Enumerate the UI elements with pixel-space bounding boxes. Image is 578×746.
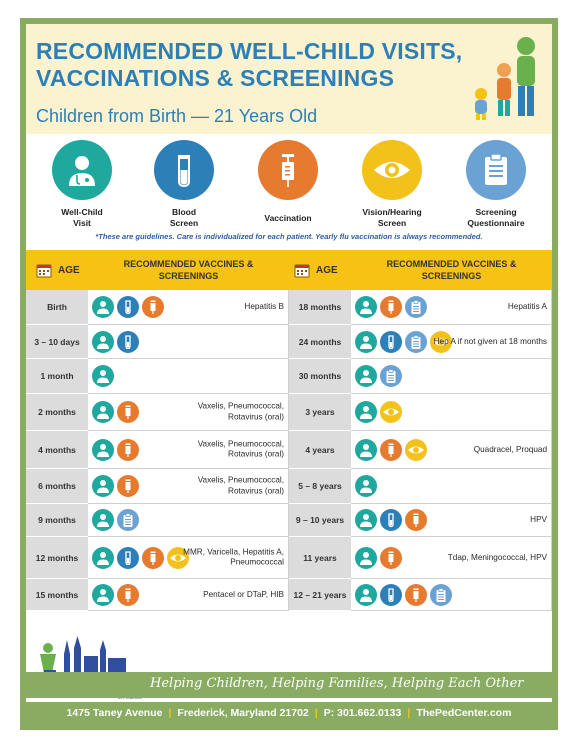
row-cell bbox=[88, 469, 289, 504]
row-age: 12 months bbox=[26, 537, 88, 579]
legend-item-questionnaire bbox=[446, 140, 546, 230]
table-row bbox=[26, 469, 289, 504]
row-vaccines: Hepatitis A bbox=[507, 301, 547, 311]
row-cell bbox=[88, 394, 289, 431]
doctor-icon bbox=[92, 509, 114, 531]
syringe-icon bbox=[117, 584, 139, 606]
row-cell bbox=[351, 537, 552, 579]
row-icons bbox=[351, 296, 430, 318]
row-age: 9 months bbox=[26, 504, 88, 537]
test-tube-icon bbox=[117, 331, 139, 353]
clipboard-icon bbox=[405, 331, 427, 353]
row-cell bbox=[351, 469, 552, 504]
table-row bbox=[26, 359, 289, 394]
row-cell bbox=[88, 579, 289, 611]
legend-label-line2: Screen bbox=[377, 218, 407, 228]
row-age: 2 months bbox=[26, 394, 88, 431]
row-icons bbox=[88, 401, 142, 423]
row-age: 1 month bbox=[26, 359, 88, 394]
table-row bbox=[289, 579, 552, 611]
title-line-2: VACCINATIONS & SCREENINGS bbox=[36, 65, 395, 91]
row-cell bbox=[351, 579, 552, 611]
syringe-icon bbox=[142, 547, 164, 569]
row-age: 9 – 10 years bbox=[289, 504, 351, 537]
vaccine-header-line2: SCREENINGS bbox=[421, 271, 482, 281]
eye-icon bbox=[362, 140, 422, 200]
legend-label-line1: Well-Child bbox=[61, 207, 103, 217]
row-vaccines: Vaxelis, Pneumococcal, Rotavirus (oral) bbox=[197, 401, 284, 421]
phone: P: 301.662.0133 bbox=[323, 707, 402, 719]
row-cell bbox=[88, 537, 289, 579]
row-icons bbox=[88, 509, 142, 531]
row-icons bbox=[88, 365, 117, 387]
row-icons bbox=[351, 584, 455, 606]
doctor-icon bbox=[92, 296, 114, 318]
row-vaccines: Tdap, Meningococcal, HPV bbox=[447, 552, 547, 562]
table-row bbox=[289, 537, 552, 579]
row-icons bbox=[88, 331, 142, 353]
syringe-icon bbox=[117, 475, 139, 497]
test-tube-icon bbox=[380, 331, 402, 353]
age-header-left bbox=[36, 250, 80, 290]
row-icons bbox=[351, 365, 405, 387]
table-header bbox=[26, 250, 552, 290]
table-row bbox=[26, 325, 289, 359]
table-row bbox=[26, 290, 289, 325]
website-link[interactable]: ThePedCenter.com bbox=[416, 707, 512, 719]
row-age: 11 years bbox=[289, 537, 351, 579]
table-row bbox=[289, 431, 552, 469]
test-tube-icon bbox=[380, 509, 402, 531]
doctor-icon bbox=[355, 296, 377, 318]
row-cell bbox=[351, 325, 552, 359]
doctor-icon bbox=[92, 401, 114, 423]
row-age: 15 months bbox=[26, 579, 88, 611]
row-cell bbox=[351, 359, 552, 394]
row-cell bbox=[351, 290, 552, 325]
syringe-icon bbox=[405, 584, 427, 606]
row-icons bbox=[351, 475, 380, 497]
legend-item-blood-screen bbox=[134, 140, 234, 230]
test-tube-icon bbox=[117, 547, 139, 569]
tagline: Helping Children, Helping Families, Helping Each Other bbox=[150, 676, 524, 691]
row-icons bbox=[351, 439, 430, 461]
row-age: 30 months bbox=[289, 359, 351, 394]
row-icons bbox=[351, 401, 405, 423]
row-age: 4 months bbox=[26, 431, 88, 469]
syringe-icon bbox=[380, 439, 402, 461]
row-cell bbox=[88, 359, 289, 394]
clipboard-icon bbox=[466, 140, 526, 200]
doctor-icon bbox=[355, 547, 377, 569]
row-cell bbox=[88, 290, 289, 325]
table-row bbox=[289, 359, 552, 394]
clipboard-icon bbox=[405, 296, 427, 318]
syringe-icon bbox=[258, 140, 318, 200]
age-header-label: AGE bbox=[316, 264, 338, 276]
row-icons bbox=[88, 439, 142, 461]
row-vaccines: Hep A if not given at 18 months bbox=[433, 336, 547, 346]
doctor-icon bbox=[92, 547, 114, 569]
legend-item-well-child bbox=[32, 140, 132, 230]
clipboard-icon bbox=[380, 365, 402, 387]
page-frame bbox=[20, 18, 558, 730]
doctor-icon bbox=[355, 439, 377, 461]
table-row bbox=[289, 504, 552, 537]
doctor-icon bbox=[355, 331, 377, 353]
row-vaccines: Hepatitis B bbox=[244, 301, 284, 311]
page-inner bbox=[26, 24, 552, 724]
title-line-1: RECOMMENDED WELL-CHILD VISITS, bbox=[36, 38, 463, 64]
doctor-icon bbox=[355, 509, 377, 531]
legend-item-vision-hearing bbox=[342, 140, 442, 230]
row-age: 18 months bbox=[289, 290, 351, 325]
legend-label-line1: Screening bbox=[475, 207, 517, 217]
vaccine-header-left bbox=[88, 250, 289, 290]
guidelines-note: *These are guidelines. Care is individualized for each patient. Yearly flu vaccination is always recommended. bbox=[95, 232, 483, 241]
doctor-icon bbox=[52, 140, 112, 200]
legend-label-line2: Screen bbox=[169, 218, 199, 228]
row-icons bbox=[88, 296, 167, 318]
row-icons bbox=[351, 547, 405, 569]
test-tube-icon bbox=[117, 296, 139, 318]
eye-icon bbox=[405, 439, 427, 461]
row-vaccines: Pentacel or DTaP, HIB bbox=[203, 589, 284, 599]
syringe-icon bbox=[380, 296, 402, 318]
legend-label-line1: Blood bbox=[171, 207, 197, 217]
row-cell bbox=[351, 431, 552, 469]
doctor-icon bbox=[92, 475, 114, 497]
doctor-icon bbox=[92, 584, 114, 606]
row-age: 3 – 10 days bbox=[26, 325, 88, 359]
row-vaccines: Quadracel, Proquad bbox=[473, 444, 547, 454]
row-age: 6 months bbox=[26, 469, 88, 504]
contact-bar: 1475 Taney Avenue | Frederick, Maryland 21702 | P: 301.662.0133 | ThePedCenter.com bbox=[26, 702, 552, 724]
vaccine-header-right bbox=[351, 250, 552, 290]
vaccine-header-line1: RECOMMENDED VACCINES & bbox=[123, 259, 254, 269]
row-age: 3 years bbox=[289, 394, 351, 431]
row-icons bbox=[351, 509, 430, 531]
syringe-icon bbox=[380, 547, 402, 569]
test-tube-icon bbox=[380, 584, 402, 606]
table-row bbox=[26, 537, 289, 579]
vaccine-header-line1: RECOMMENDED VACCINES & bbox=[386, 259, 517, 269]
calendar-icon bbox=[294, 263, 310, 278]
syringe-icon bbox=[117, 401, 139, 423]
table-column-left bbox=[26, 290, 289, 611]
legend-label-line2: Visit bbox=[73, 218, 91, 228]
doctor-icon bbox=[92, 331, 114, 353]
address: 1475 Taney Avenue bbox=[66, 707, 163, 719]
row-cell bbox=[88, 504, 289, 537]
table-row bbox=[289, 325, 552, 359]
row-vaccines: Vaxelis, Pneumococcal, Rotavirus (oral) bbox=[197, 475, 284, 495]
header bbox=[26, 24, 552, 134]
legend bbox=[26, 134, 552, 248]
table-row bbox=[26, 431, 289, 469]
row-cell bbox=[351, 504, 552, 537]
children-illustration bbox=[454, 32, 546, 128]
row-vaccines: Vaxelis, Pneumococcal, Rotavirus (oral) bbox=[197, 439, 284, 459]
doctor-icon bbox=[355, 584, 377, 606]
doctor-icon bbox=[355, 365, 377, 387]
legend-label-line1: Vaccination bbox=[264, 212, 312, 223]
eye-icon bbox=[380, 401, 402, 423]
calendar-icon bbox=[36, 263, 52, 278]
clipboard-icon bbox=[430, 584, 452, 606]
doctor-icon bbox=[92, 365, 114, 387]
table-row bbox=[26, 504, 289, 537]
row-icons bbox=[88, 584, 142, 606]
table-row bbox=[289, 290, 552, 325]
age-header-right bbox=[294, 250, 338, 290]
doctor-icon bbox=[355, 401, 377, 423]
row-age: 5 – 8 years bbox=[289, 469, 351, 504]
syringe-icon bbox=[117, 439, 139, 461]
table-row bbox=[289, 394, 552, 431]
page-subtitle: Children from Birth — 21 Years Old bbox=[36, 106, 318, 126]
row-vaccines: MMR, Varicella, Hepatitis A, Pneumococcal bbox=[183, 547, 284, 567]
legend-item-vaccination bbox=[238, 140, 338, 230]
row-age: 24 months bbox=[289, 325, 351, 359]
vaccine-header-line2: SCREENINGS bbox=[158, 271, 219, 281]
clipboard-icon bbox=[117, 509, 139, 531]
table-row bbox=[289, 469, 552, 504]
row-age: 12 – 21 years bbox=[289, 579, 351, 611]
table-column-right bbox=[289, 290, 552, 611]
age-header-label: AGE bbox=[58, 264, 80, 276]
row-age: Birth bbox=[26, 290, 88, 325]
row-cell bbox=[88, 325, 289, 359]
row-vaccines: HPV bbox=[530, 514, 547, 524]
page-title bbox=[36, 38, 466, 92]
city: Frederick, Maryland 21702 bbox=[177, 707, 309, 719]
doctor-icon bbox=[92, 439, 114, 461]
table-row bbox=[26, 579, 289, 611]
row-cell bbox=[88, 431, 289, 469]
legend-label-line1: Vision/Hearing bbox=[362, 207, 422, 217]
legend-label-line2: Questionnaire bbox=[467, 218, 525, 228]
syringe-icon bbox=[142, 296, 164, 318]
row-cell bbox=[351, 394, 552, 431]
test-tube-icon bbox=[154, 140, 214, 200]
row-age: 4 years bbox=[289, 431, 351, 469]
table-row bbox=[26, 394, 289, 431]
doctor-icon bbox=[355, 475, 377, 497]
row-icons bbox=[88, 475, 142, 497]
syringe-icon bbox=[405, 509, 427, 531]
